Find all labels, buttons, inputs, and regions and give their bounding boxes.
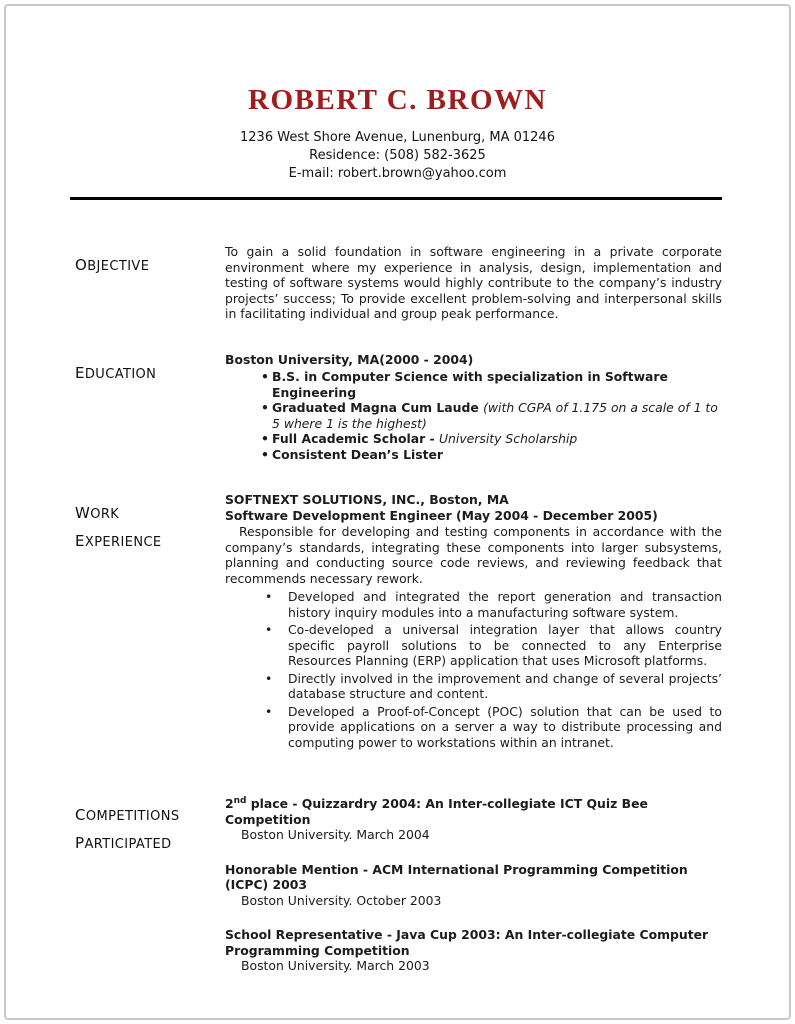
competition-detail: Boston University. October 2003 xyxy=(241,892,442,908)
bullet-text: Consistent Dean’s Lister xyxy=(272,446,444,462)
work-bullet-list xyxy=(225,589,722,750)
competition-title xyxy=(225,925,722,958)
section-objective xyxy=(75,244,720,322)
competition-title-prefix: 2 xyxy=(225,796,234,812)
section-competitions xyxy=(75,794,720,991)
competition-item xyxy=(225,925,722,974)
bullet-text-italic: (with CGPA of 1.175 on a scale of 1 to 5 where 1 is the highest) xyxy=(272,400,718,431)
objective-label-column xyxy=(75,244,225,322)
education-school: Boston University, MA(2000 - 2004) xyxy=(225,351,474,367)
objective-text: To gain a solid foundation in software engineering in a private corporate environment where my experience in analysis, design, implementation and testing of software systems would highly contribute to the company’s industry projects’ success; To provide excellent problem-solving and interpersonal skills in facilitating individual and group peak performance. xyxy=(225,244,722,321)
work-company: SOFTNEXT SOLUTIONS, INC., Boston, MA xyxy=(225,492,509,507)
work-bullet: • Directly involved in the improvement and change of several projects’ database structure and content. xyxy=(265,671,722,702)
contact-block xyxy=(0,129,795,183)
email-line: E-mail: robert.brown@yahoo.com xyxy=(288,166,507,181)
resume-header xyxy=(0,0,795,200)
bullet-text: Graduated Magna Cum Laude xyxy=(272,400,484,415)
header-divider xyxy=(70,197,722,200)
competition-detail: Boston University. March 2003 xyxy=(241,958,430,974)
address-line: 1236 West Shore Avenue, Lunenburg, MA 01246 xyxy=(240,130,555,145)
competition-title-text: Honorable Mention - ACM International Programming Competition (ICPC) 2003 xyxy=(225,861,688,893)
bullet-text: Full Academic Scholar - xyxy=(272,431,439,446)
education-content xyxy=(225,352,722,463)
work-summary: Responsible for developing and testing components in accordance with the company’s standards, integrating these components into larger subsystems, planning and conducting source code reviews, and reviewing feedback that recommends necessary rework. xyxy=(225,524,722,586)
work-bullet: • Developed a Proof-of-Concept (POC) solution that can be used to provide applications on a server a way to distribute processing and computing power to workstations within an intranet. xyxy=(265,704,722,751)
competition-title-text: place - Quizzardry 2004: An Inter-collegiate ICT Quiz Bee Competition xyxy=(225,796,648,827)
competition-title xyxy=(225,794,722,827)
education-bullet xyxy=(261,431,722,447)
education-bullet xyxy=(261,369,722,400)
work-role: Software Development Engineer (May 2004 - December 2005) xyxy=(225,507,658,523)
competition-title-text: School Representative - Java Cup 2003: An Inter-collegiate Computer Programming Competition xyxy=(225,927,709,958)
competition-item xyxy=(225,794,722,843)
education-bullet xyxy=(261,400,722,431)
section-label-objective: OBJECTIVE xyxy=(75,256,150,274)
section-education xyxy=(75,352,720,463)
section-label-education: EDUCATION xyxy=(75,363,157,382)
work-label-column xyxy=(75,492,225,752)
section-label-experience: EXPERIENCE xyxy=(75,532,162,550)
resume-body xyxy=(0,244,795,991)
competition-title-ordinal: nd xyxy=(233,796,247,806)
bullet-text-italic: University Scholarship xyxy=(438,431,578,446)
section-label-work: WORK xyxy=(75,504,120,522)
competition-item xyxy=(225,860,722,909)
work-bullet: • Co-developed a universal integration layer that allows country specific payroll solutions to be connected to any Enterprise Resources Planning (ERP) application that uses Microsoft platforms. xyxy=(265,622,722,669)
bullet-text: B.S. in Computer Science with specialization in Software Engineering xyxy=(272,369,668,400)
competition-title xyxy=(225,860,722,893)
person-name: ROBERT C. BROWN xyxy=(248,84,547,116)
objective-content xyxy=(225,244,722,322)
phone-line: Residence: (508) 582-3625 xyxy=(309,148,486,163)
section-label-competitions: COMPETITIONS xyxy=(75,806,180,824)
section-work-experience xyxy=(75,492,720,752)
education-bullet xyxy=(261,447,722,463)
competitions-content xyxy=(225,794,722,991)
education-label-column xyxy=(75,352,225,463)
education-bullet-list xyxy=(225,369,722,462)
work-content xyxy=(225,492,722,752)
work-bullet: • Developed and integrated the report generation and transaction history inquiry modules into a manufacturing software system. xyxy=(265,589,722,620)
competitions-label-column xyxy=(75,794,225,991)
competition-detail: Boston University. March 2004 xyxy=(241,827,430,843)
section-label-participated: PARTICIPATED xyxy=(75,834,172,852)
